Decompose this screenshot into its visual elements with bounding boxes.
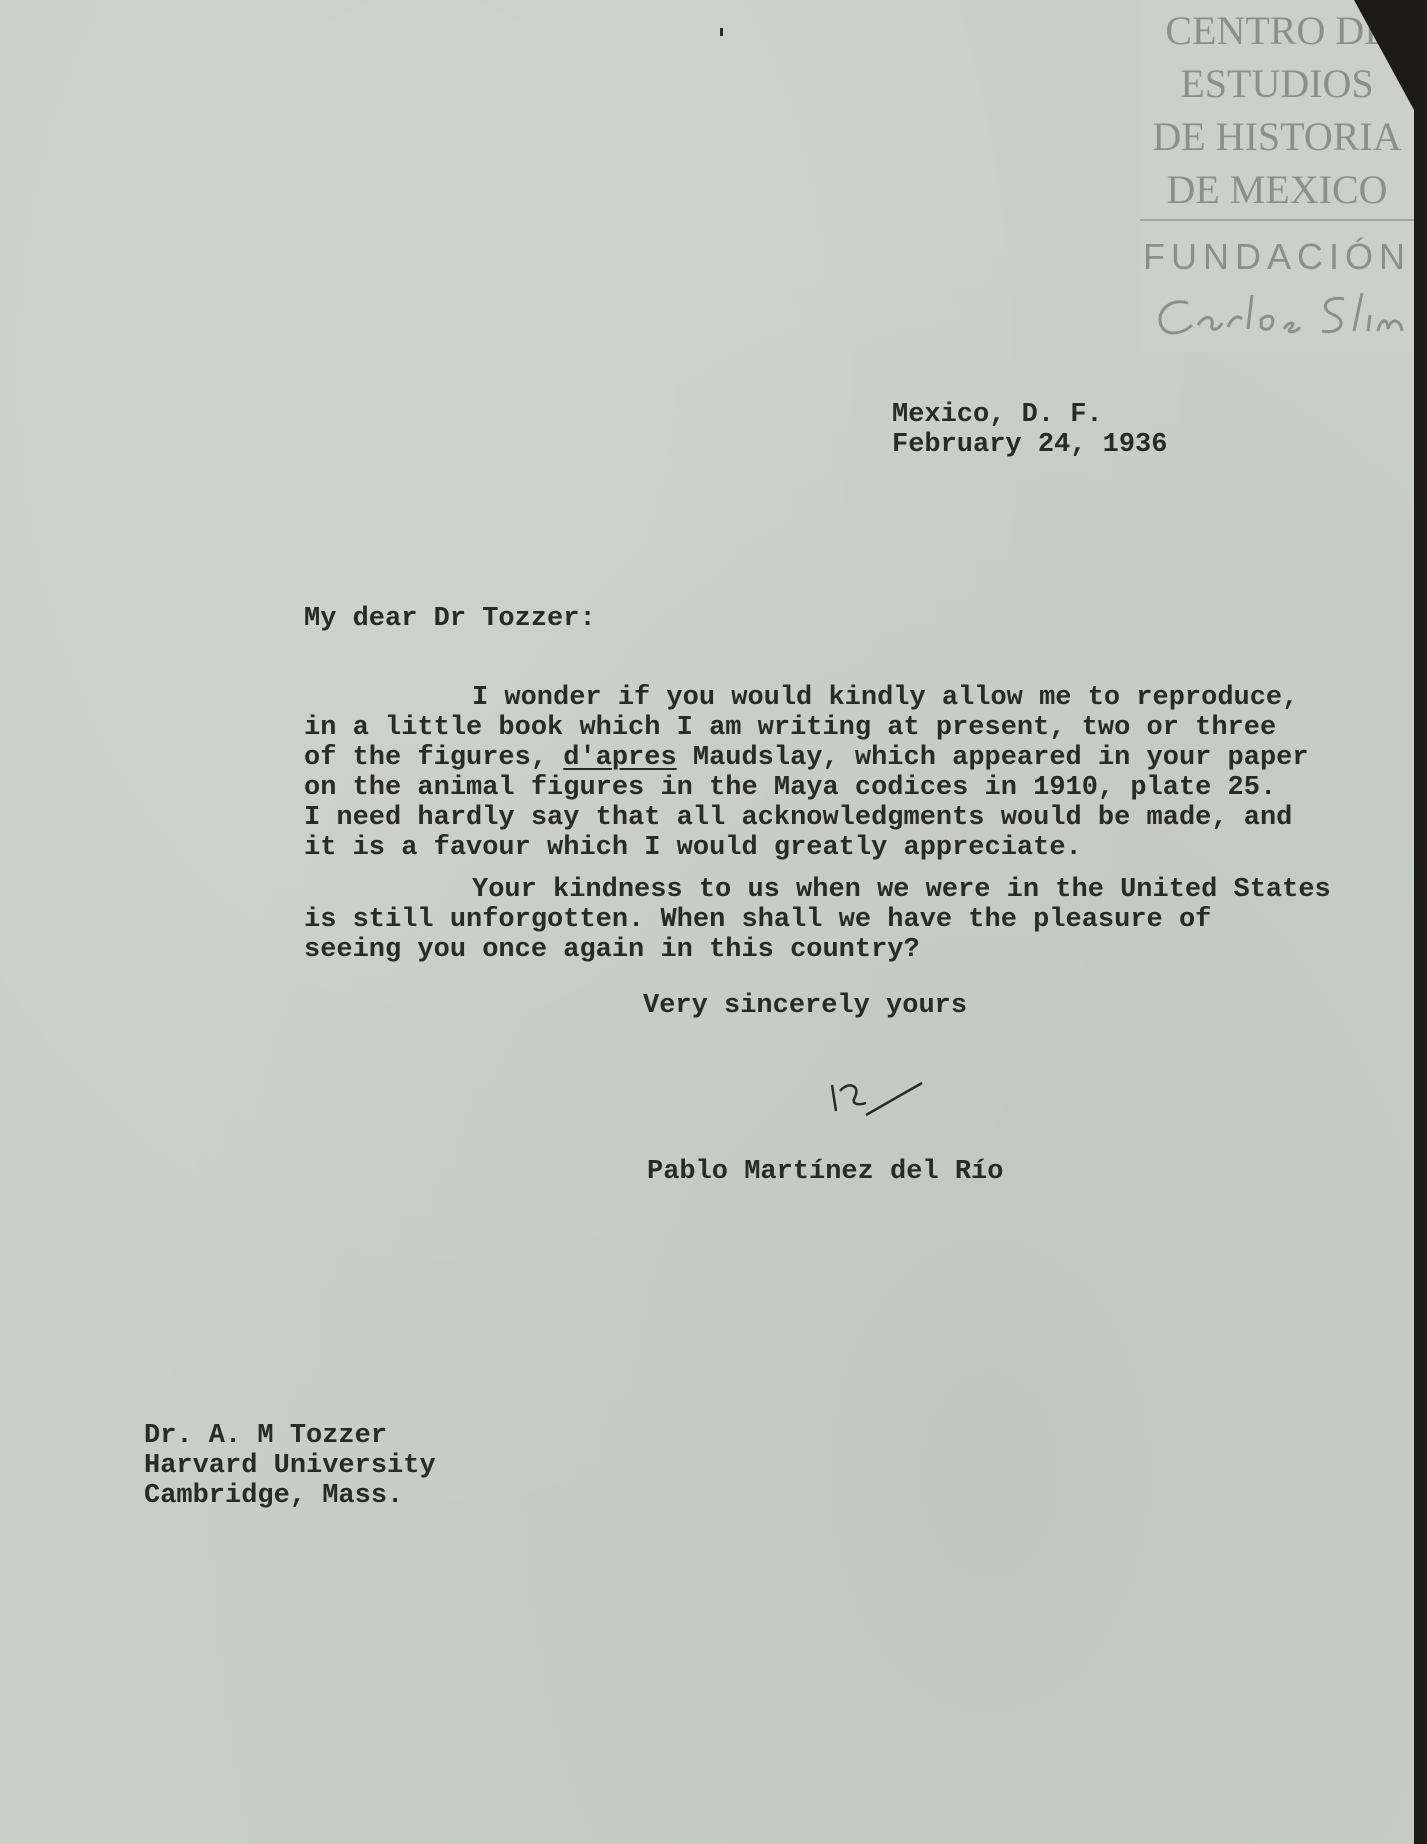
address-line-1: Dr. A. M Tozzer xyxy=(144,1421,388,1451)
paragraph-2-line-1: Your kindness to us when we were in the United States xyxy=(472,875,1331,905)
recipient-address xyxy=(144,1421,436,1511)
handwritten-initials xyxy=(826,1075,926,1125)
paragraph-1-line-3-start: of the figures, xyxy=(304,743,564,773)
paragraph-1-line-2: in a little book which I am writing at present, two or three xyxy=(304,713,1277,743)
ink-mark xyxy=(720,28,723,36)
watermark-foundation: FUNDACIÓN xyxy=(1143,236,1411,277)
watermark-line-3: DE HISTORIA xyxy=(1152,114,1402,159)
paragraph-2-line-2: is still unforgotten. When shall we have the pleasure of xyxy=(304,905,1212,935)
paragraph-1-line-6: it is a favour which I would greatly appreciate. xyxy=(304,833,1082,863)
paragraph-2-line-3: seeing you once again in this country? xyxy=(304,935,920,965)
paragraph-1-line-3 xyxy=(304,743,1309,773)
paragraph-1-line-1: I wonder if you would kindly allow me to reproduce, xyxy=(472,683,1299,713)
paragraph-1-line-4: on the animal figures in the Maya codices in 1910, plate 25. xyxy=(304,773,1277,803)
paragraph-1-line-5: I need hardly say that all acknowledgments would be made, and xyxy=(304,803,1293,833)
letter-date: February 24, 1936 xyxy=(892,430,1168,460)
underlined-phrase: d'apres xyxy=(563,743,677,773)
watermark-line-1: CENTRO DE xyxy=(1165,8,1389,53)
address-line-3: Cambridge, Mass. xyxy=(144,1481,404,1511)
salutation: My dear Dr Tozzer: xyxy=(304,604,596,634)
signer-name: Pablo Martínez del Río xyxy=(647,1157,1004,1187)
closing: Very sincerely yours xyxy=(643,991,968,1021)
letter-place: Mexico, D. F. xyxy=(892,400,1103,430)
folded-corner xyxy=(1354,0,1414,110)
date-block xyxy=(892,400,1167,460)
paragraph-1 xyxy=(304,683,1309,863)
watermark-line-2: ESTUDIOS xyxy=(1180,61,1374,106)
watermark-divider xyxy=(1140,219,1414,221)
paragraph-2 xyxy=(304,875,1331,965)
address-line-2: Harvard University xyxy=(144,1451,436,1481)
watermark-signature-logo xyxy=(1148,285,1414,345)
paragraph-1-line-3-end: Maudslay, which appeared in your paper xyxy=(676,743,1309,773)
watermark-line-4: DE MEXICO xyxy=(1166,167,1388,212)
